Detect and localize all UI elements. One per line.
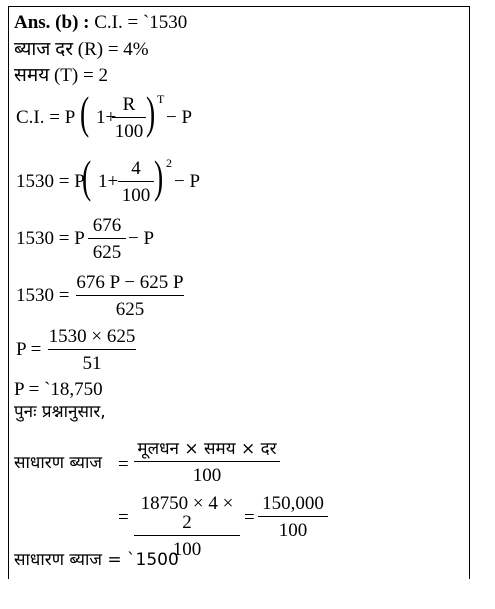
step2-fraction xyxy=(88,216,126,262)
fraction-numerator: R xyxy=(122,94,136,115)
step1-fraction xyxy=(118,159,154,205)
fraction-numerator: मूलधन × समय × दर xyxy=(137,439,277,459)
fraction-denominator: 625 xyxy=(115,299,145,320)
again-text: पुनः प्रश्नानुसार, xyxy=(14,402,106,422)
si-formula-fraction xyxy=(134,441,280,485)
result-principal: P = `18,750 xyxy=(14,379,103,400)
step1-minus: − P xyxy=(174,171,201,192)
ci-formula-lhs: C.I. = P xyxy=(16,107,76,128)
fraction-numerator: 150,000 xyxy=(262,493,324,514)
fraction-denominator: 100 xyxy=(192,465,222,486)
step3-fraction xyxy=(76,273,184,319)
step4-lhs: P = xyxy=(16,339,42,360)
si-calc-eq1: = xyxy=(118,507,129,528)
left-paren: ( xyxy=(80,87,90,138)
answer-label: Ans. (b) : xyxy=(14,12,90,33)
ci-formula-fraction xyxy=(112,95,146,141)
fraction-numerator: 1530 × 625 xyxy=(48,326,136,347)
right-paren: ) xyxy=(146,87,156,138)
step3-lhs: 1530 = xyxy=(16,285,70,306)
fraction-numerator: 18750 × 4 × 2 xyxy=(140,493,234,533)
given-rate: ब्याज दर (R) = 4% xyxy=(14,39,149,60)
step2-lhs: 1530 = P xyxy=(16,228,85,249)
step2-minus: − P xyxy=(128,228,155,249)
fraction-numerator: 676 xyxy=(92,215,122,236)
answer-header xyxy=(14,13,187,32)
si-formula-eq: = xyxy=(118,454,129,475)
si-formula-lhs: साधारण ब्याज xyxy=(14,453,102,473)
si-calc-fraction2 xyxy=(258,494,328,540)
fraction-denominator: 625 xyxy=(92,242,122,263)
answer-value: C.I. = `1530 xyxy=(94,12,188,33)
fraction-denominator: 100 xyxy=(121,185,151,206)
ci-formula-minus: − P xyxy=(166,107,193,128)
fraction-numerator: 676 P − 625 P xyxy=(76,272,184,293)
left-paren: ( xyxy=(82,151,92,202)
fraction-denominator: 51 xyxy=(82,353,102,374)
final-answer: साधारण ब्याज = `1500 xyxy=(14,550,179,570)
fraction-denominator: 100 xyxy=(278,520,308,541)
step4-fraction xyxy=(48,327,136,373)
step1-exponent: 2 xyxy=(166,156,172,170)
fraction-denominator: 100 xyxy=(172,539,202,560)
right-paren: ) xyxy=(154,151,164,202)
step1-lhs: 1530 = P xyxy=(16,171,85,192)
fraction-denominator: 100 xyxy=(114,121,144,142)
ci-formula-exponent: T xyxy=(157,92,165,106)
fraction-numerator: 4 xyxy=(131,158,141,179)
given-time: समय (T) = 2 xyxy=(14,65,108,86)
step1-oneplus: 1+ xyxy=(98,171,119,192)
ci-formula-oneplus: 1+ xyxy=(96,107,117,128)
si-calc-eq2: = xyxy=(244,507,255,528)
